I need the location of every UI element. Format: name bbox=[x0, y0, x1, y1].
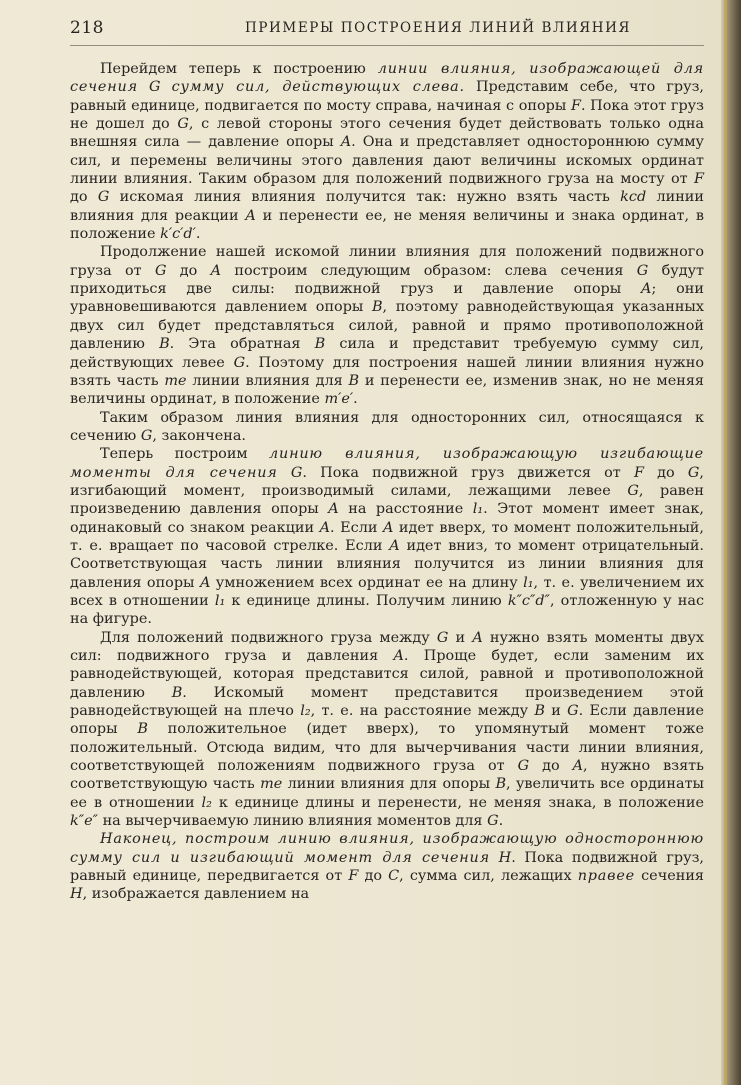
math-symbol: me bbox=[260, 776, 283, 793]
emphasis-text: линию влияния, изображающую изгибающие моменты для сечения bbox=[70, 446, 704, 481]
math-symbol: k″c″d″ bbox=[507, 592, 550, 609]
math-symbol: G bbox=[636, 262, 649, 279]
paragraph bbox=[70, 445, 704, 628]
text-run: . Она и представляет одностороннюю сумму сил, и перемены величины этого давления дают величины искомых ординат линии влияния. Таким образом для положений подвижного груза на мосту от bbox=[70, 134, 704, 188]
text-run: , равен произведению давления опоры bbox=[70, 482, 704, 518]
text-run: на вычерчиваемую линию влияния моментов для bbox=[98, 813, 488, 830]
math-symbol: B bbox=[137, 721, 148, 738]
math-symbol: G bbox=[567, 703, 579, 720]
math-symbol: A bbox=[340, 134, 352, 151]
math-symbol: B bbox=[495, 776, 507, 793]
paragraph bbox=[70, 243, 704, 408]
text-run: . Пока подвижной груз, равный единице, передвигается от bbox=[70, 849, 705, 885]
text-run bbox=[278, 465, 291, 481]
math-symbol: G bbox=[233, 354, 246, 371]
text-run: . bbox=[353, 391, 358, 408]
paragraph bbox=[70, 60, 704, 243]
paragraph bbox=[70, 409, 704, 446]
math-symbol: A bbox=[389, 537, 400, 554]
math-symbol: l₂ bbox=[300, 703, 311, 720]
math-symbol: A bbox=[210, 262, 222, 279]
emphasis-text: сумму сил, действующих слева. bbox=[171, 79, 465, 96]
text-run: до bbox=[166, 262, 211, 279]
math-symbol: A bbox=[393, 648, 404, 664]
header-rule bbox=[70, 45, 704, 46]
text-run: . Проще будет, если заменим их равнодействующей, которая представится силой, равной и противоположной давлению bbox=[70, 648, 704, 701]
text-run: , сумма сил, лежащих bbox=[399, 868, 578, 885]
text-run: идет вверх, то момент положительный, т. е. вращает по часовой стрелке. Если bbox=[70, 519, 704, 554]
text-run: идет вниз, то момент отрицательный. Соответствующая часть линии влияния получится из линии влияния для давления опоры bbox=[70, 537, 704, 591]
math-symbol: H bbox=[498, 849, 512, 866]
text-run bbox=[138, 79, 149, 95]
paragraph bbox=[70, 629, 704, 831]
math-symbol: G bbox=[140, 427, 153, 444]
emphasis-text: линии влияния, изображающей для сечения bbox=[70, 61, 705, 96]
math-symbol: G bbox=[97, 189, 110, 206]
math-symbol: B bbox=[371, 299, 383, 316]
math-symbol: k′c′d′ bbox=[160, 226, 196, 243]
math-symbol: B bbox=[534, 703, 545, 720]
math-symbol: G bbox=[687, 464, 700, 481]
running-title: ПРИМЕРЫ ПОСТРОЕНИЯ ЛИНИЙ ВЛИЯНИЯ bbox=[245, 20, 632, 36]
math-symbol: k″e″ bbox=[70, 813, 98, 830]
text-run: , т. е. увеличением их всех в отношении bbox=[70, 574, 704, 609]
math-symbol: B bbox=[348, 372, 360, 389]
math-symbol: G bbox=[487, 813, 499, 830]
text-run: . Пока подвижной груз движется от bbox=[302, 464, 634, 481]
math-symbol: l₂ bbox=[201, 794, 212, 811]
math-symbol: G bbox=[149, 79, 161, 96]
math-symbol: A bbox=[572, 758, 584, 775]
text-run: нужно взять моменты двух сил: подвижного груза и давления bbox=[70, 629, 704, 664]
text-run: , изгибающий момент, производимый силами, лежащими левее bbox=[70, 464, 704, 499]
math-symbol: kcd bbox=[620, 189, 647, 206]
text-run bbox=[161, 79, 172, 95]
text-run: сечения bbox=[634, 868, 704, 885]
math-symbol: m′e′ bbox=[324, 391, 354, 408]
text-run: до bbox=[70, 189, 98, 206]
text-run: до bbox=[643, 464, 688, 481]
text-run: , нужно взять соответствующую часть bbox=[70, 758, 704, 793]
text-run: сила и представит требуемую сумму сил, действующих левее bbox=[70, 336, 704, 371]
math-symbol: B bbox=[159, 336, 170, 353]
text-run: на расстояние bbox=[338, 501, 473, 518]
math-symbol: B bbox=[314, 336, 326, 353]
math-symbol: G bbox=[290, 464, 303, 481]
text-run bbox=[490, 850, 499, 866]
math-symbol: me bbox=[164, 372, 187, 389]
page-edge-highlight bbox=[724, 0, 727, 1085]
text-run: . Если bbox=[330, 519, 383, 536]
text-run: . Искомый момент представится произведением этой равнодействующей на плечо bbox=[70, 684, 704, 720]
text-run: умножением всех ординат ее на длину bbox=[210, 574, 524, 591]
math-symbol: H bbox=[70, 886, 83, 903]
text-run: искомая линия влияния получится так: нужно взять часть bbox=[109, 189, 621, 206]
text-run: , отложенную у нас на фигуре. bbox=[70, 592, 704, 628]
text-run: , поэтому равнодействующая указанных двух сил будет представляться силой, равной и прямо противоположной давлению bbox=[70, 299, 704, 353]
text-run: , закончена. bbox=[152, 427, 247, 444]
text-run: . Эта обратная bbox=[169, 336, 315, 353]
text-run: . Этот момент имеет знак, одинаковый со знаком реакции bbox=[70, 501, 704, 536]
math-symbol: A bbox=[472, 629, 483, 646]
text-run: . bbox=[195, 226, 201, 243]
text-run: линии влияния для реакции bbox=[70, 189, 704, 224]
math-symbol: C bbox=[388, 868, 400, 885]
text-run: . Если давление опоры bbox=[70, 703, 704, 738]
text-run: до bbox=[358, 868, 389, 885]
text-run: . Пока этот груз не дошел до bbox=[70, 97, 704, 133]
math-symbol: l₁ bbox=[472, 501, 484, 518]
text-run: будут приходиться две силы: подвижной груз и давление опоры bbox=[70, 262, 704, 298]
text-run: , с левой стороны этого сечения будет действовать только одна внешняя сила — давление опоры bbox=[70, 116, 704, 151]
math-symbol: A bbox=[319, 519, 331, 536]
text-run: к единице длины. Получим линию bbox=[225, 592, 508, 609]
text-run: и перенести ее, не меняя величины и знака ординат, в положение bbox=[70, 207, 704, 243]
math-symbol: F bbox=[633, 464, 644, 481]
text-run: и bbox=[544, 703, 568, 720]
math-symbol: A bbox=[199, 574, 211, 591]
text-run: линии влияния для опоры bbox=[282, 776, 496, 793]
math-symbol: l₁ bbox=[214, 592, 226, 609]
text-run: положительное (идет вверх), то упомянутый момент тоже положительный. Отсюда видим, что для вычерчивания части линии влияния, соответствующей положениям подвижного груза от bbox=[70, 721, 704, 775]
math-symbol: l₁ bbox=[523, 574, 534, 591]
text-run: . Поэтому для построения нашей линии влияния нужно взять часть bbox=[70, 354, 704, 389]
math-symbol: G bbox=[154, 262, 167, 279]
text-run: построим следующим образом: слева сечения bbox=[221, 262, 637, 279]
body-text bbox=[70, 60, 704, 904]
text-run: , изображается давлением на bbox=[82, 886, 310, 903]
math-symbol: G bbox=[627, 482, 639, 499]
text-run: , т. е. на расстояние между bbox=[310, 703, 535, 720]
math-symbol: F bbox=[570, 97, 581, 114]
text-run: . bbox=[498, 813, 504, 830]
math-symbol: A bbox=[641, 281, 652, 298]
text-run: Для положений подвижного груза между bbox=[100, 629, 437, 646]
text-run: до bbox=[529, 758, 573, 775]
text-run: Представим себе, что груз, равный единице, подвигается по мосту справа, начиная с опоры bbox=[70, 79, 705, 114]
math-symbol: G bbox=[436, 629, 449, 646]
text-run: к единице длины и перенести, не меняя знака, в положение bbox=[211, 794, 704, 811]
math-symbol: B bbox=[171, 684, 183, 701]
text-run: , увеличить все ординаты ее в отношении bbox=[70, 776, 704, 811]
text-run: линии влияния для bbox=[186, 372, 349, 389]
text-run: Перейдем теперь к построению bbox=[100, 61, 378, 77]
page-header bbox=[70, 18, 700, 42]
text-run: Продолжение нашей искомой линии влияния для положений подвижного груза от bbox=[70, 244, 704, 279]
text-run: и перенести ее, изменив знак, но не меняя величины ординат, в положение bbox=[70, 372, 704, 408]
text-run: Теперь построим bbox=[100, 446, 270, 463]
math-symbol: A bbox=[328, 501, 339, 518]
text-run: ; они уравновешиваются давлением опоры bbox=[70, 281, 704, 316]
math-symbol: A bbox=[245, 207, 256, 224]
text-run: Таким образом линия влияния для односторонних сил, относящаяся к сечению bbox=[70, 409, 704, 444]
emphasis-text: Наконец, построим линию влияния, изображающую одностороннюю сумму сил и изгибающий момент для сечения bbox=[70, 831, 704, 866]
paragraph bbox=[70, 830, 704, 903]
math-symbol: F bbox=[694, 171, 704, 188]
math-symbol: G bbox=[177, 116, 189, 133]
emphasis-text: правее bbox=[577, 868, 635, 885]
math-symbol: F bbox=[348, 868, 359, 885]
text-run: и bbox=[448, 629, 473, 646]
page-number: 218 bbox=[70, 18, 104, 38]
math-symbol: A bbox=[382, 519, 394, 536]
math-symbol: G bbox=[517, 758, 530, 775]
